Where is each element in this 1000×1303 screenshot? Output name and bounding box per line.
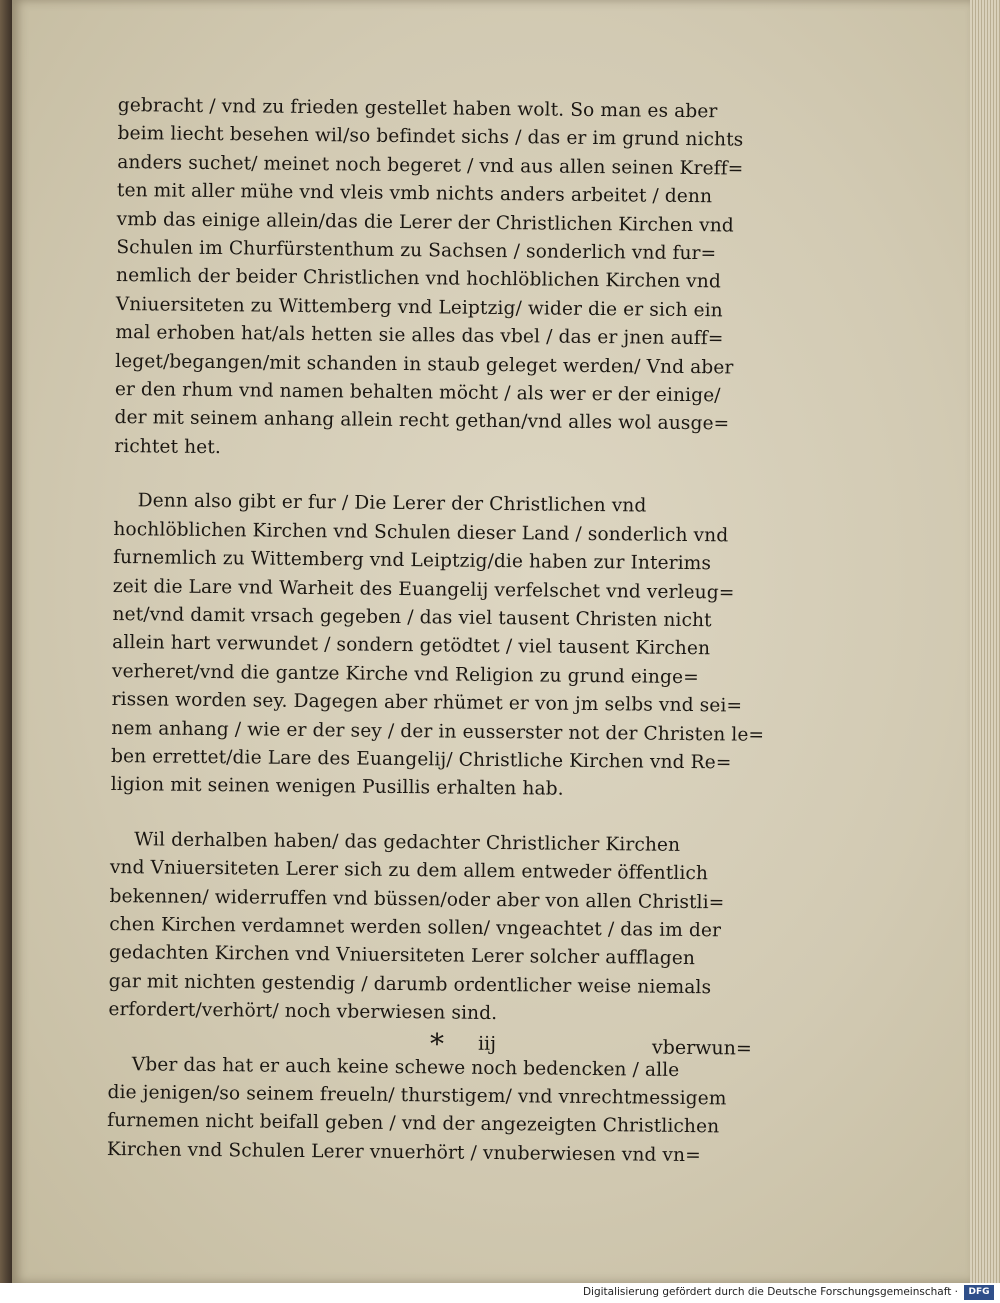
text-line: gedachten Kirchen vnd Vniuersiteten Lerer solcher aufflagen xyxy=(108,942,696,970)
text-line: leget/begangen/mit schanden in staub geleget werden/ Vnd aber xyxy=(115,350,734,379)
paragraph xyxy=(114,92,763,468)
text-line: chen Kirchen verdamnet werden sollen/ vngeachtet / das im der xyxy=(109,913,722,942)
text-line: zeit die Lare vnd Warheit des Euangelij verfelschet vnd verleug= xyxy=(112,575,735,603)
text-line: beim liecht besehen wil/so befindet sichs / das er im grund nichts xyxy=(117,123,744,151)
text-line: verheret/vnd die gantze Kirche vnd Religion zu grund einge= xyxy=(111,660,699,688)
text-line: Vniuersiteten zu Wittemberg vnd Leiptzig/ wider die er sich ein xyxy=(115,293,723,322)
text-line: gar mit nichten gestendig / darumb ordentlicher weise niemals xyxy=(108,970,712,999)
text-line: nem anhang / wie er der sey / der in eusserster not der Christen le= xyxy=(111,717,765,746)
text-line: furnemen nicht beifall geben / vnd der angezeigten Christlichen xyxy=(107,1110,720,1138)
text-line: erfordert/verhört/ noch vberwiesen sind. xyxy=(108,999,498,1025)
text-line: bekennen/ widerruffen vnd büssen/oder aber von allen Christli= xyxy=(109,885,725,913)
text-line: rissen worden sey. Dagegen aber rhümet er von jm selbs vnd sei= xyxy=(111,689,743,717)
text-line: richtet het. xyxy=(114,435,222,458)
text-line: Kirchen vnd Schulen Lerer vnuerhört / vnuberwiesen vnd vn= xyxy=(106,1138,701,1166)
text-line: mal erhoben hat/als hetten sie alles das vbel / das er jnen auff= xyxy=(115,322,724,350)
text-line: er den rhum vnd namen behalten möcht / als wer er der einige/ xyxy=(114,379,721,407)
text-line: vmb das einige allein/das die Lerer der Christlichen Kirchen vnd xyxy=(116,208,734,237)
text-line: net/vnd damit vrsach gegeben / das viel tausent Christen nicht xyxy=(112,603,712,632)
body-text xyxy=(107,92,763,1171)
text-line: nemlich der beider Christlichen vnd hochlöblichen Kirchen vnd xyxy=(115,265,721,293)
text-line: hochlöblichen Kirchen vnd Schulen dieser Land / sonderlich vnd xyxy=(113,518,729,547)
text-line: allein hart verwundet / sondern getödtet / viel tausent Kirchen xyxy=(112,632,711,660)
text-line: der mit seinem anhang allein recht gethan/vnd alles wol ausge= xyxy=(114,407,730,435)
signature-asterisk: * xyxy=(429,1027,445,1061)
paragraph xyxy=(110,487,765,806)
text-line: ligion mit seinen wenigen Pusillis erhalten hab. xyxy=(110,774,564,801)
text-line: ben errettet/die Lare des Euangelij/ Christliche Kirchen vnd Re= xyxy=(110,745,732,774)
page-edges xyxy=(970,0,1000,1283)
text-line: Denn also gibt er fur / Die Lerer der Christlichen vnd xyxy=(137,490,647,517)
text-line: Wil derhalben haben/ das gedachter Christlicher Kirchen xyxy=(134,828,681,856)
text-line: ten mit aller mühe vnd vleis vmb nichts anders arbeitet / denn xyxy=(116,180,713,208)
funding-credit: Digitalisierung gefördert durch die Deutsche Forschungsgemeinschaft · xyxy=(582,1286,958,1298)
text-line: gebracht / vnd zu frieden gestellet haben wolt. So man es aber xyxy=(117,94,718,123)
paragraph xyxy=(108,826,755,1032)
paragraph xyxy=(107,1051,753,1171)
dfg-logo: DFG xyxy=(964,1285,994,1300)
page-footer xyxy=(430,1028,770,1064)
signature-number: iij xyxy=(477,1032,497,1055)
text-line: Schulen im Churfürstenthum zu Sachsen / sonderlich vnd fur= xyxy=(116,237,717,265)
text-line: die jenigen/so seinem freueln/ thurstigem/ vnd vnrechtmessigem xyxy=(107,1081,727,1110)
catchword: vberwun= xyxy=(651,1036,752,1060)
book-cover-edge xyxy=(0,0,12,1283)
text-line: anders suchet/ meinet noch begeret / vnd aus allen seinen Kreff= xyxy=(117,151,744,180)
credit-bar xyxy=(0,1283,1000,1303)
text-line: Vber das hat er auch keine schewe noch bedencken / alle xyxy=(131,1053,680,1081)
text-line: vnd Vniuersiteten Lerer sich zu dem allem entweder öffentlich xyxy=(109,857,709,885)
text-line: furnemlich zu Wittemberg vnd Leiptzig/die haben zur Interims xyxy=(113,547,712,575)
